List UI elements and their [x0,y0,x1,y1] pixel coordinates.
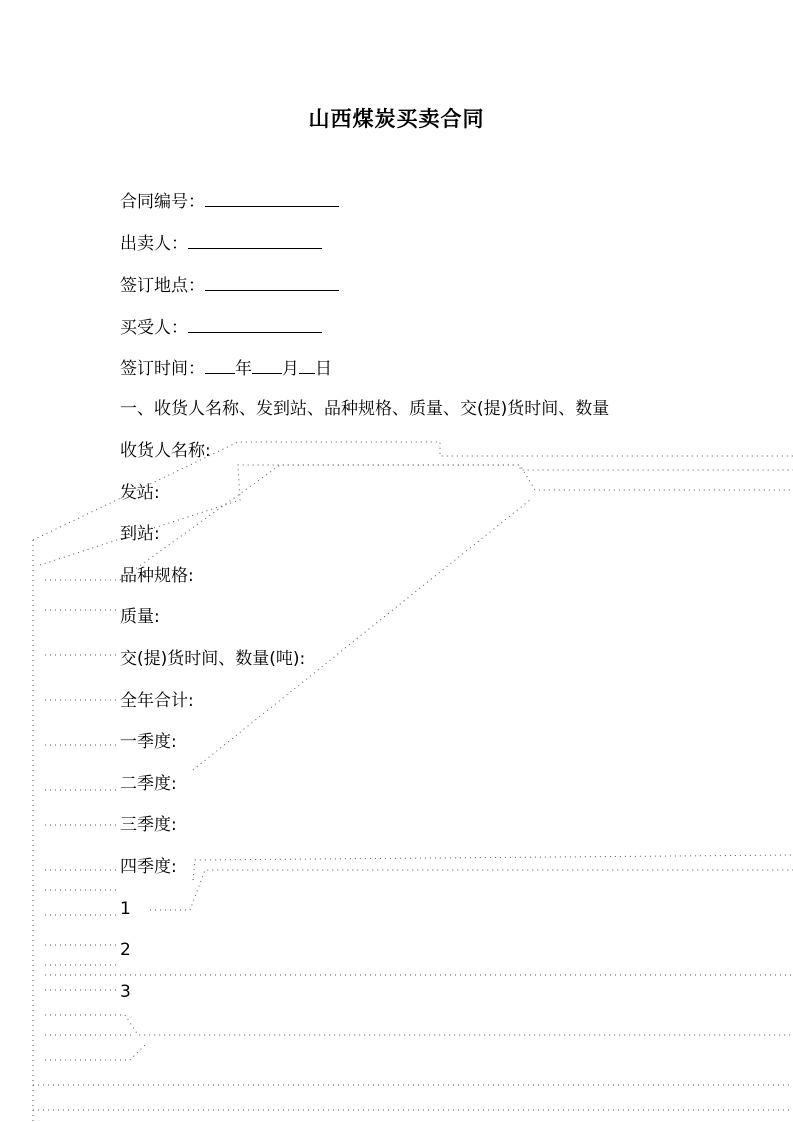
sign-day-field[interactable] [299,357,315,374]
arrival-station-item: 到站: [120,524,160,544]
consignee-name-item: 收货人名称: [120,441,211,461]
q2-item: 二季度: [120,774,177,794]
signing-place-field[interactable] [205,274,339,291]
q4-item: 四季度: [120,857,177,877]
sign-month-field[interactable] [252,357,282,374]
list-item-2: 2 [120,940,131,960]
contract-title: 山西煤炭买卖合同 [308,107,485,131]
sign-date-row [120,357,332,380]
list-item-3: 3 [120,982,131,1002]
month-label: 月 [282,359,299,379]
sign-date-label: 签订时间： [120,359,205,379]
q3-item: 三季度: [120,815,177,835]
signing-place-label: 签订地点： [120,276,205,296]
contract-number-row [120,190,339,213]
annual-total-item: 全年合计: [120,691,194,711]
seller-row [120,232,322,255]
sign-year-field[interactable] [205,357,235,374]
buyer-row [120,316,322,339]
quality-item: 质量: [120,607,160,627]
section-1-heading: 一、收货人名称、发到站、品种规格、质量、交(提)货时间、数量 [120,399,610,419]
list-item-1: 1 [120,899,131,919]
year-label: 年 [235,359,252,379]
day-label: 日 [315,359,332,379]
signing-place-row [120,274,339,297]
departure-station-item: 发站: [120,483,160,503]
q1-item: 一季度: [120,732,177,752]
seller-label: 出卖人： [120,234,188,254]
buyer-field[interactable] [188,316,322,333]
buyer-label: 买受人： [120,318,188,338]
contract-number-field[interactable] [205,190,339,207]
contract-number-label: 合同编号： [120,192,205,212]
seller-field[interactable] [188,232,322,249]
delivery-time-quantity-item: 交(提)货时间、数量(吨): [120,649,306,669]
variety-spec-item: 品种规格: [120,566,194,586]
